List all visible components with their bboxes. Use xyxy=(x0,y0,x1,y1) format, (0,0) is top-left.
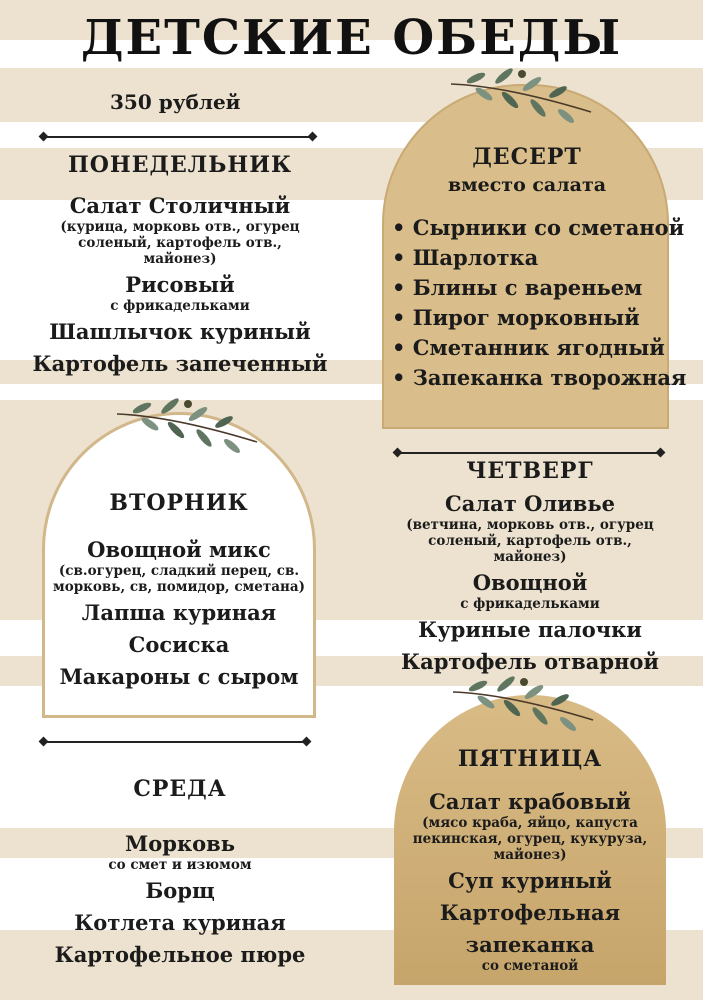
day-heading-thursday: ЧЕТВЕРГ xyxy=(466,458,594,484)
dish-note: с фрикадельками xyxy=(460,596,600,612)
side-dish: Картофельное пюре xyxy=(54,942,306,967)
salad-dish: Салат Столичный xyxy=(69,193,291,218)
divider-line xyxy=(398,452,660,454)
salad-dish: Салат Оливье xyxy=(445,491,615,516)
dessert-heading: ДЕСЕРТ xyxy=(472,144,582,170)
dish-note: со сметаной xyxy=(481,958,579,974)
dish-ingredients: (курица, морковь отв., огурец соленый, картофель отв., майонез) xyxy=(60,219,300,267)
wednesday-menu xyxy=(30,776,330,968)
dish-ingredients: (св.огурец, сладкий перец, св. морковь, св, помидор, сметана) xyxy=(53,563,305,595)
dish-ingredients: (мясо краба, яйцо, капуста пекинская, огурец, кукуруза, майонез) xyxy=(412,815,648,863)
side-dish: Картофель отварной xyxy=(401,649,659,674)
soup-dish: Рисовый xyxy=(125,272,235,297)
price-label: 350 рублей xyxy=(110,90,241,114)
side-dish: запеканка xyxy=(465,932,595,957)
main-dish: Сосиска xyxy=(128,632,230,657)
dish-note: со смет и изюмом xyxy=(108,857,252,873)
soup-dish: Борщ xyxy=(145,878,215,903)
olive-branch-icon xyxy=(112,394,262,454)
side-dish: Картофель запеченный xyxy=(32,351,328,376)
dish-ingredients: (ветчина, морковь отв., огурец соленый, картофель отв., майонез) xyxy=(406,517,654,565)
dessert-item: • Запеканка творожная xyxy=(392,363,662,393)
olive-branch-icon xyxy=(446,64,596,124)
soup-dish: Лапша куриная xyxy=(81,600,277,625)
dessert-item: • Пирог морковный xyxy=(392,303,662,333)
dessert-list xyxy=(392,213,687,393)
dessert-item: • Блины с вареньем xyxy=(392,273,662,303)
monday-menu xyxy=(30,152,330,377)
friday-menu xyxy=(398,746,662,978)
day-heading-monday: ПОНЕДЕЛЬНИК xyxy=(67,152,293,178)
divider-line xyxy=(44,741,306,743)
day-heading-wednesday: СРЕДА xyxy=(133,776,227,802)
main-dish: Шашлычок куриный xyxy=(49,319,311,344)
side-dish: Макароны с сыром xyxy=(59,664,299,689)
soup-dish: Овощной xyxy=(472,570,588,595)
soup-dish: Суп куриный xyxy=(448,868,612,893)
dessert-menu xyxy=(392,144,687,393)
dessert-subtitle: вместо салата xyxy=(447,174,607,196)
divider-line xyxy=(44,136,312,138)
salad-dish: Морковь xyxy=(125,831,235,856)
main-dish: Картофельная xyxy=(439,900,621,925)
salad-dish: Овощной микс xyxy=(87,537,271,562)
page-title: ДЕТСКИЕ ОБЕДЫ xyxy=(80,10,623,66)
main-dish: Котлета куриная xyxy=(74,910,286,935)
dish-note: с фрикадельками xyxy=(110,298,250,314)
day-heading-friday: ПЯТНИЦА xyxy=(457,746,603,772)
day-heading-tuesday: ВТОРНИК xyxy=(109,490,249,516)
dessert-item: • Сырники со сметаной xyxy=(392,213,662,243)
dessert-item: • Шарлотка xyxy=(392,243,662,273)
dessert-item: • Сметанник ягодный xyxy=(392,333,662,363)
thursday-menu xyxy=(385,458,675,675)
main-dish: Куриные палочки xyxy=(418,617,642,642)
olive-branch-icon xyxy=(448,672,598,732)
salad-dish: Салат крабовый xyxy=(429,789,631,814)
tuesday-menu xyxy=(46,490,312,690)
